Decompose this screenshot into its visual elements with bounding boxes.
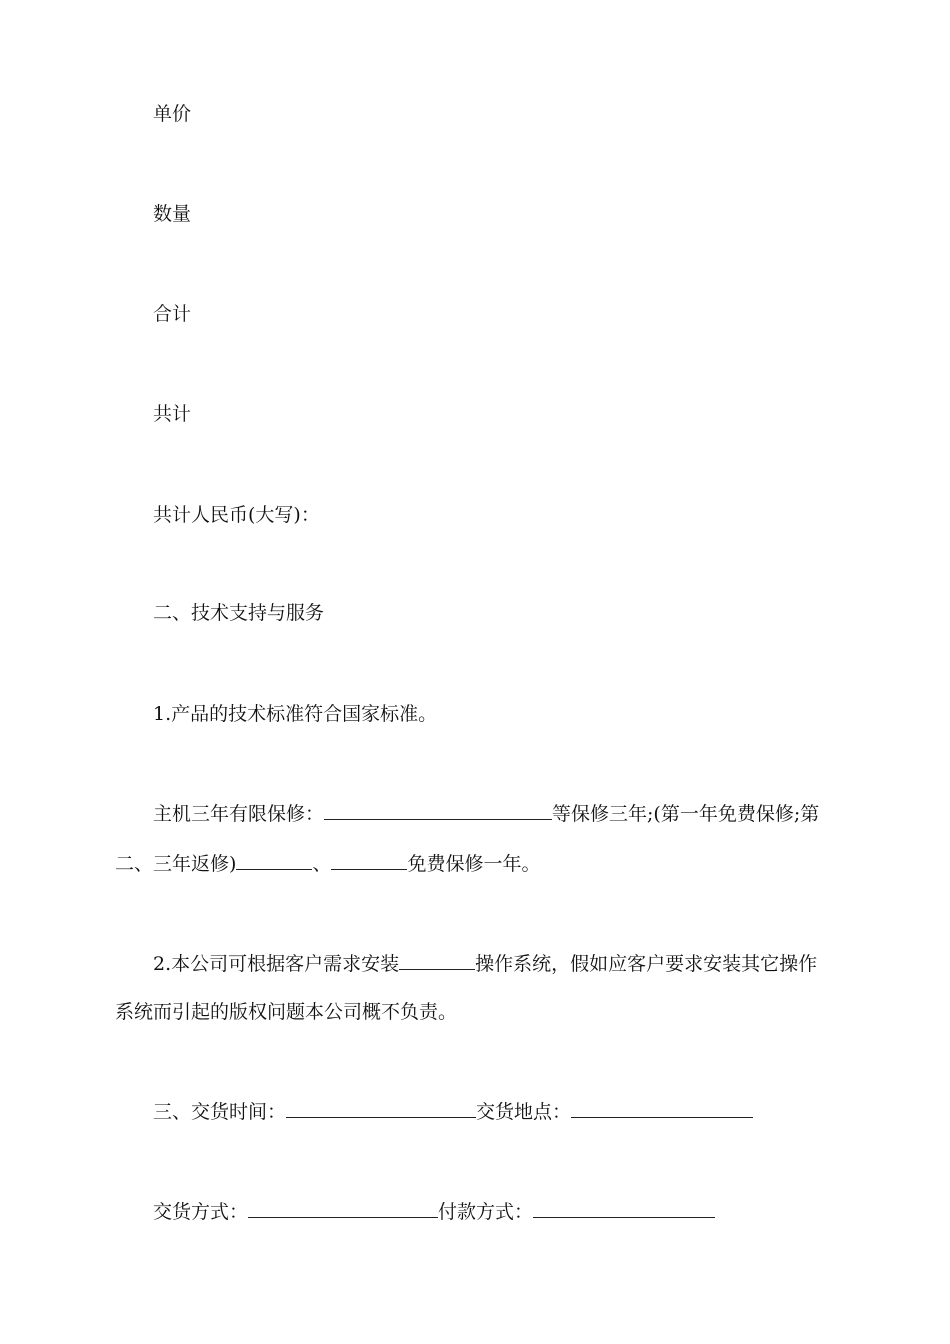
warranty-blank-1[interactable]: [324, 801, 552, 820]
delivery-time-label: 三、交货时间：: [153, 1101, 287, 1123]
warranty-sep: 、: [312, 853, 332, 875]
delivery-method-blank[interactable]: [248, 1199, 438, 1218]
delivery-method-label: 交货方式：: [153, 1201, 249, 1223]
delivery-place-label: 交货地点：: [476, 1101, 572, 1123]
section2-item1: 1.产品的技术标准符合国家标准。: [153, 703, 438, 725]
payment-method-label: 付款方式：: [438, 1201, 534, 1223]
label-subtotal: 合计: [153, 303, 192, 325]
section2-item2-line2: 系统而引起的版权问题本公司概不负责。: [115, 1001, 458, 1023]
label-quantity: 数量: [153, 203, 192, 225]
warranty-mid: 等保修三年;(第一年免费保修;第: [552, 803, 820, 825]
warranty-prefix: 主机三年有限保修：: [153, 803, 325, 825]
warranty-line2: [115, 851, 845, 876]
delivery-time-blank[interactable]: [286, 1099, 476, 1118]
section2-heading: 二、技术支持与服务: [153, 602, 325, 624]
os-blank[interactable]: [399, 951, 475, 970]
section2-item2-line1: [153, 951, 883, 976]
label-total-rmb: 共计人民币(大写)：: [153, 504, 320, 526]
delivery-place-blank[interactable]: [571, 1099, 753, 1118]
item2-prefix: 2.本公司可根据客户需求安装: [153, 953, 400, 975]
warranty-suffix: 免费保修一年。: [407, 853, 541, 875]
item2-suffix: 操作系统，假如应客户要求安装其它操作: [475, 953, 818, 975]
warranty-line2-prefix: 二、三年返修): [115, 853, 237, 875]
method-line: [153, 1199, 883, 1224]
warranty-line1: [153, 801, 883, 826]
payment-method-blank[interactable]: [533, 1199, 715, 1218]
label-unit-price: 单价: [153, 103, 192, 125]
delivery-line: [153, 1099, 883, 1124]
warranty-blank-3[interactable]: [331, 851, 407, 870]
warranty-blank-2[interactable]: [236, 851, 312, 870]
label-total: 共计: [153, 403, 192, 425]
